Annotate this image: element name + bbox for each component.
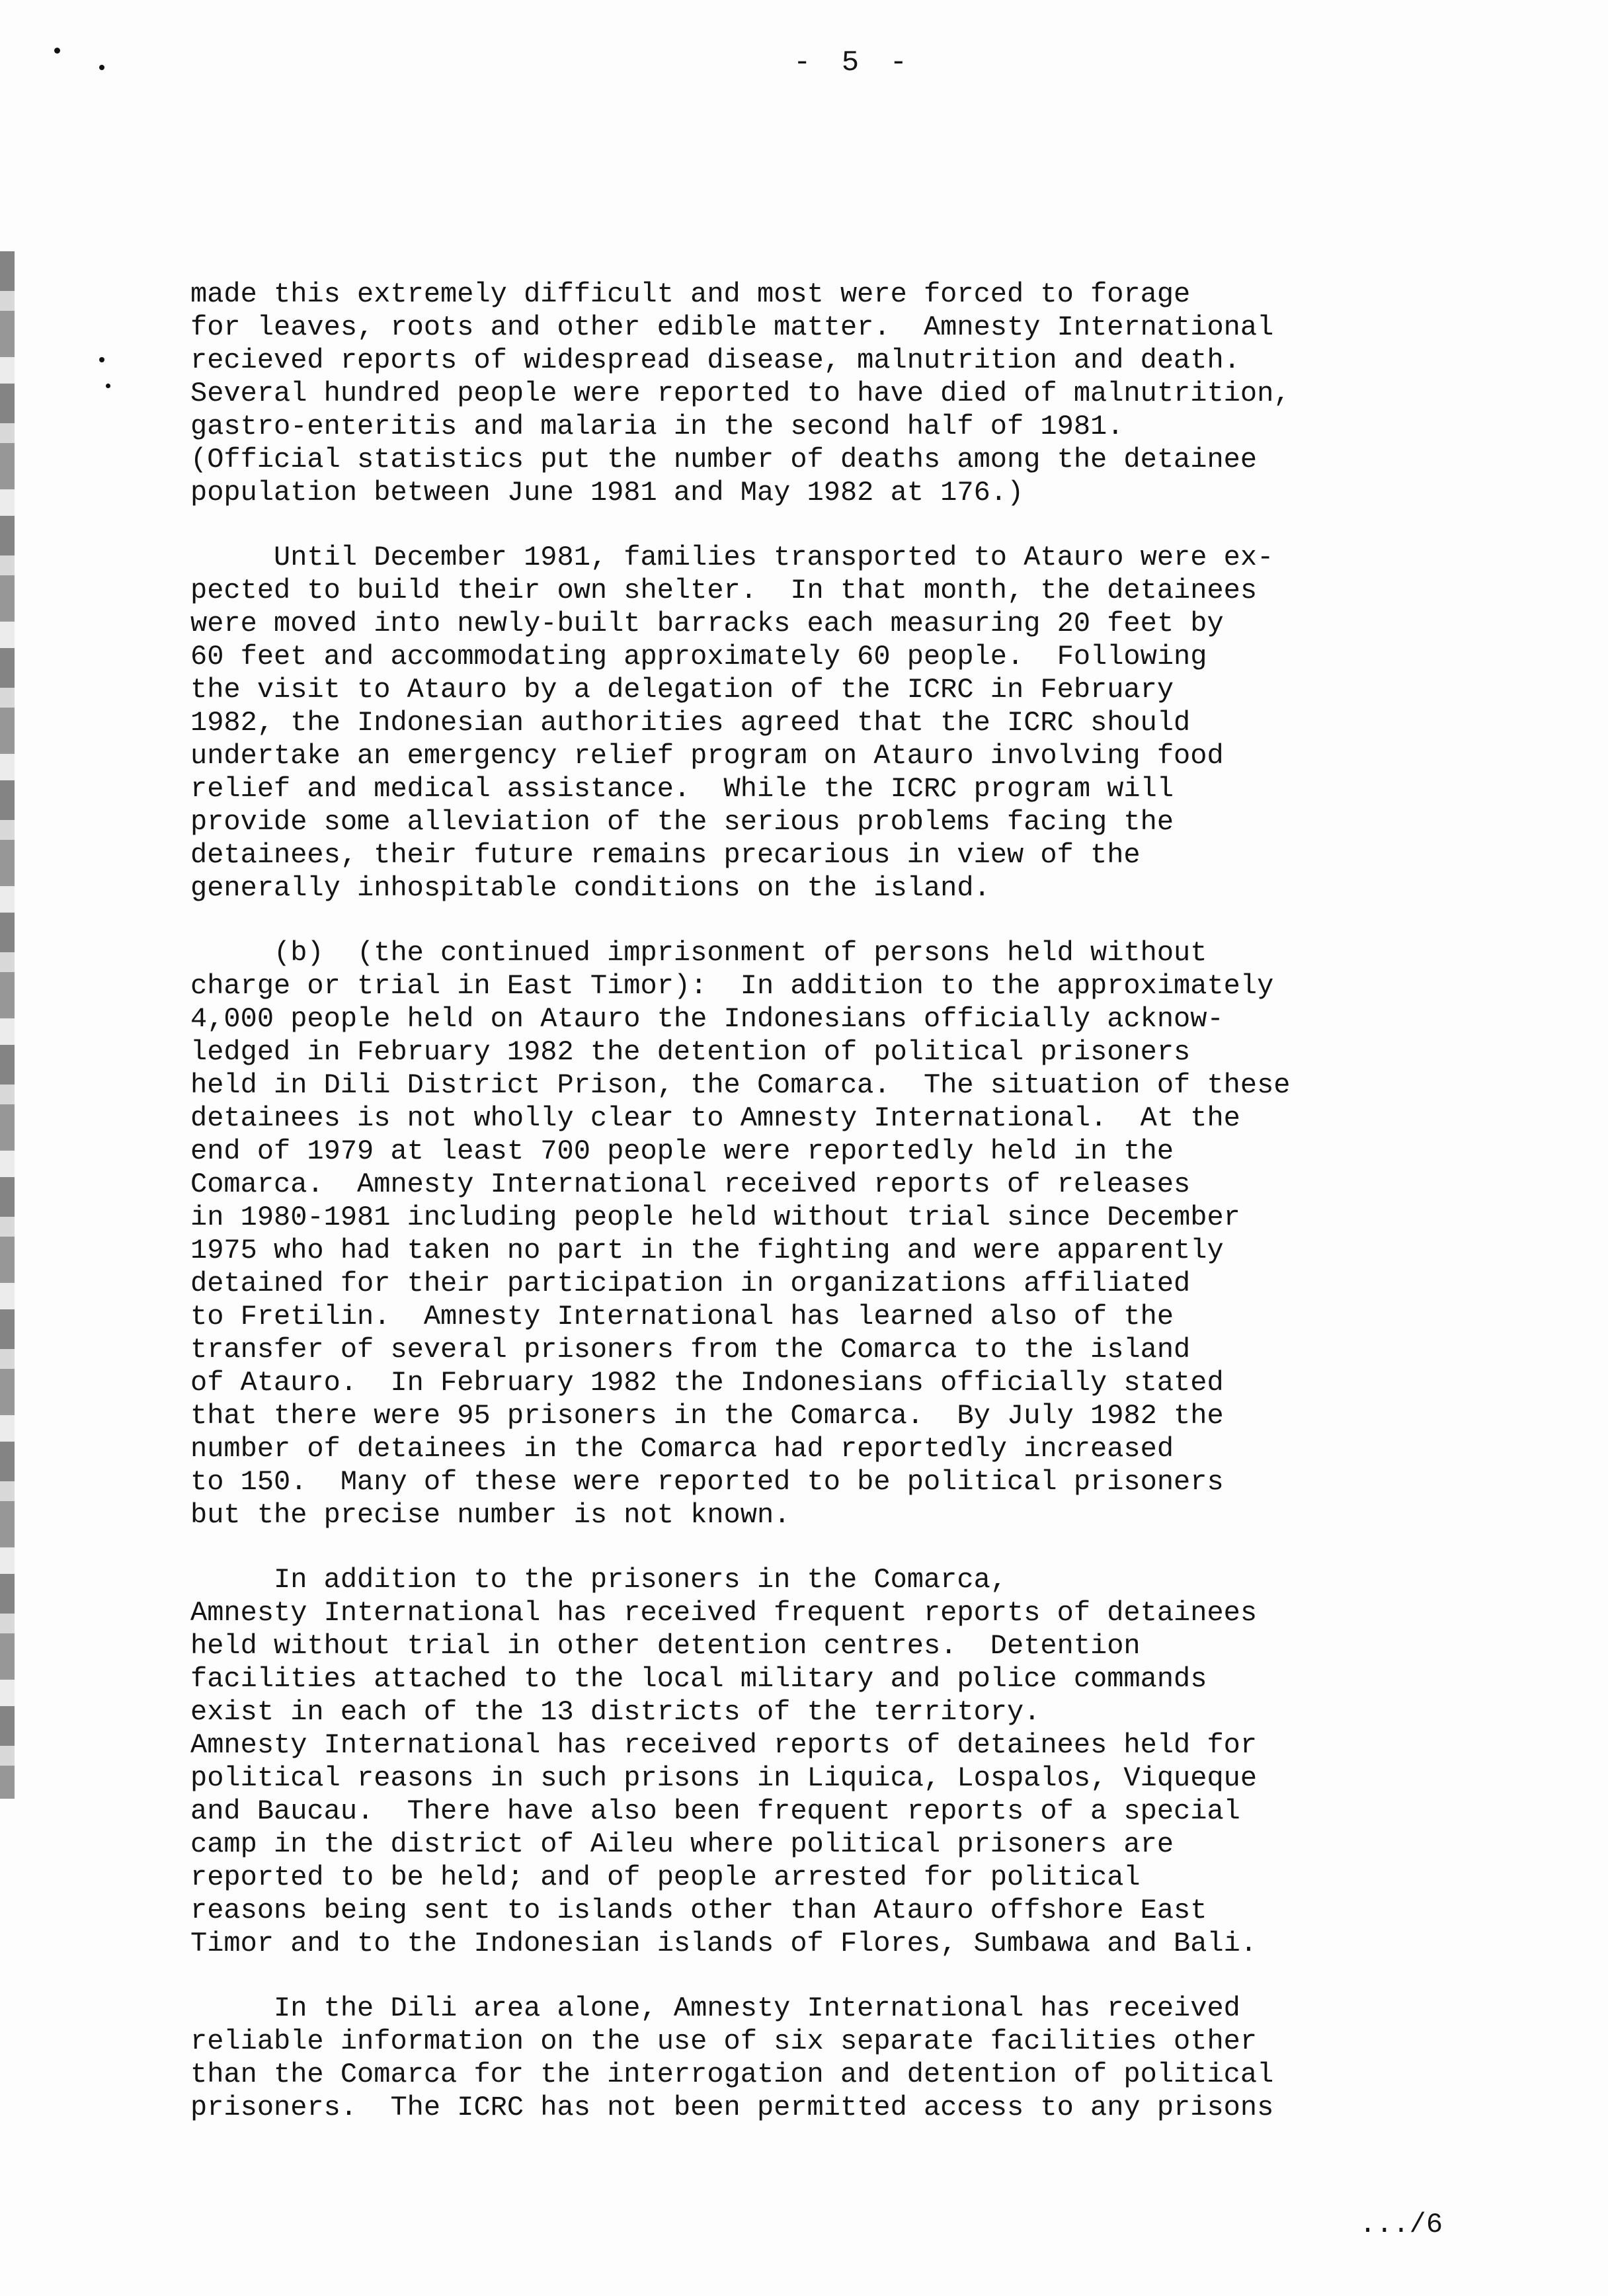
text-line: 4,000 people held on Atauro the Indonesians officially acknow- (190, 1003, 1224, 1035)
scan-speck (99, 357, 104, 362)
text-line: 1982, the Indonesian authorities agreed that the ICRC should (190, 707, 1191, 739)
text-line: to Fretilin. Amnesty International has learned also of the (190, 1301, 1174, 1332)
text-line: detainees is not wholly clear to Amnesty International. At the (190, 1102, 1240, 1134)
text-line: held without trial in other detention centres. Detention (190, 1630, 1141, 1662)
text-line: exist in each of the 13 districts of the territory. (190, 1696, 1041, 1728)
text-line: recieved reports of widespread disease, malnutrition and death. (190, 345, 1240, 376)
text-line: undertake an emergency relief program on Atauro involving food (190, 740, 1224, 772)
text-line: 1975 who had taken no part in the fighting and were apparently (190, 1235, 1224, 1266)
text-line: for leaves, roots and other edible matter. Amnesty International (190, 311, 1274, 343)
text-line: reliable information on the use of six separate facilities other (190, 2026, 1258, 2057)
text-line: Until December 1981, families transported to Atauro were ex- (190, 542, 1274, 573)
text-line: facilities attached to the local military and police commands (190, 1663, 1207, 1695)
text-line: of Atauro. In February 1982 the Indonesians officially stated (190, 1367, 1224, 1399)
text-line: gastro-enteritis and malaria in the second half of 1981. (190, 411, 1124, 442)
text-line: reasons being sent to islands other than Atauro offshore East (190, 1895, 1207, 1926)
text-line: that there were 95 prisoners in the Comarca. By July 1982 the (190, 1400, 1224, 1432)
text-line: the visit to Atauro by a delegation of the ICRC in February (190, 674, 1174, 706)
text-line: ledged in February 1982 the detention of political prisoners (190, 1036, 1191, 1068)
text-line: in 1980-1981 including people held without trial since December (190, 1202, 1240, 1233)
paragraph-4 (190, 1563, 1506, 1960)
text-line: Comarca. Amnesty International received reports of releases (190, 1168, 1191, 1200)
text-line: to 150. Many of these were reported to be political prisoners (190, 1466, 1224, 1498)
text-line: than the Comarca for the interrogation and detention of political (190, 2059, 1274, 2090)
text-line: end of 1979 at least 700 people were reportedly held in the (190, 1135, 1174, 1167)
scan-speck (99, 65, 104, 70)
paragraph-5 (190, 1992, 1506, 2124)
text-line: reported to be held; and of people arrested for political (190, 1862, 1141, 1893)
text-line: Timor and to the Indonesian islands of Flores, Sumbawa and Bali. (190, 1928, 1258, 1959)
text-line: held in Dili District Prison, the Comarca. The situation of these (190, 1069, 1291, 1101)
scan-speck (54, 48, 60, 54)
text-line: generally inhospitable conditions on the island. (190, 872, 990, 904)
text-line: In addition to the prisoners in the Comarca, (190, 1564, 1008, 1596)
text-line: camp in the district of Aileu where political prisoners are (190, 1828, 1174, 1860)
scan-edge-shadow (0, 251, 15, 1799)
text-line: provide some alleviation of the serious problems facing the (190, 806, 1174, 838)
text-line: but the precise number is not known. (190, 1499, 791, 1531)
text-line: made this extremely difficult and most were forced to forage (190, 278, 1191, 310)
text-line: prisoners. The ICRC has not been permitted access to any prisons (190, 2092, 1274, 2123)
text-line: 60 feet and accommodating approximately 60 people. Following (190, 641, 1207, 673)
text-line: Several hundred people were reported to have died of malnutrition, (190, 378, 1291, 409)
text-line: relief and medical assistance. While the ICRC program will (190, 773, 1174, 805)
text-line: (b) (the continued imprisonment of persons held without (190, 937, 1207, 969)
paragraph-3 (190, 936, 1506, 1532)
page-number: - 5 - (793, 46, 914, 79)
text-line: were moved into newly-built barracks each measuring 20 feet by (190, 608, 1224, 639)
scan-speck (106, 384, 110, 388)
text-line: detainees, their future remains precarious in view of the (190, 839, 1141, 871)
paragraph-2 (190, 541, 1506, 905)
text-line: population between June 1981 and May 1982 at 176.) (190, 477, 1024, 509)
text-line: Amnesty International has received frequent reports of detainees (190, 1597, 1258, 1629)
text-line: transfer of several prisoners from the Comarca to the island (190, 1334, 1191, 1366)
paragraph-1 (190, 278, 1506, 509)
text-line: pected to build their own shelter. In that month, the detainees (190, 575, 1258, 606)
text-line: detained for their participation in organizations affiliated (190, 1268, 1191, 1299)
text-line: Amnesty International has received reports of detainees held for (190, 1729, 1258, 1761)
text-line: (Official statistics put the number of deaths among the detainee (190, 444, 1258, 475)
text-line: number of detainees in the Comarca had reportedly increased (190, 1433, 1174, 1465)
body-text (190, 278, 1506, 2156)
text-line: charge or trial in East Timor): In addition to the approximately (190, 970, 1274, 1002)
continuation-marker: .../6 (1359, 2209, 1443, 2240)
text-line: and Baucau. There have also been frequent reports of a special (190, 1795, 1240, 1827)
text-line: political reasons in such prisons in Liquica, Lospalos, Viqueque (190, 1762, 1258, 1794)
text-line: In the Dili area alone, Amnesty International has received (190, 1992, 1240, 2024)
